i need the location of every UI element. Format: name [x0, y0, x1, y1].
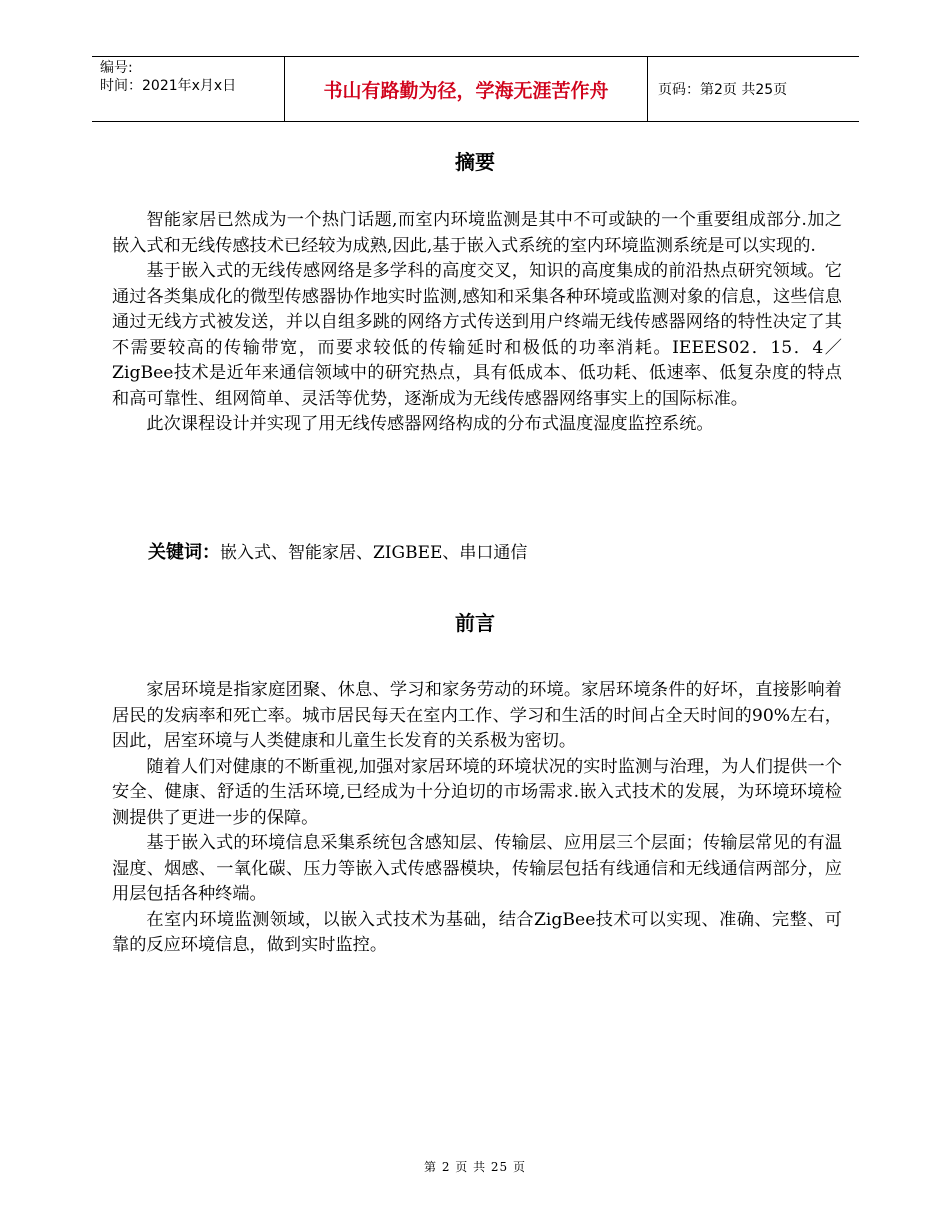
- keywords-line: [148, 538, 527, 564]
- preface-paragraph: 随着人们对健康的不断重视,加强对家居环境的环境状况的实时监测与治理，为人们提供一个安全、健康、舒适的生活环境,已经成为十分迫切的市场需求.嵌入式技术的发展，为环境环境检测提供了更进一步的保障。: [112, 756, 842, 828]
- keywords-value: 嵌入式、智能家居、ZIGBEE、串口通信: [220, 543, 528, 563]
- header-meta: [100, 59, 236, 95]
- preface-paragraph: 在室内环境监测领域，以嵌入式技术为基础，结合ZigBee技术可以实现、准确、完整、可靠的反应环境信息，做到实时监控。: [112, 909, 842, 955]
- header-divider: [647, 57, 648, 121]
- preface-title: 前言: [455, 611, 495, 635]
- page-footer: 第 2 页 共 25 页: [424, 1160, 526, 1174]
- abstract-title: 摘要: [455, 150, 495, 174]
- preface-body: [112, 678, 842, 959]
- page-header: [92, 56, 859, 122]
- preface-paragraph: 家居环境是指家庭团聚、休息、学习和家务劳动的环境。家居环境条件的好坏，直接影响着居民的发病率和死亡率。城市居民每天在室内工作、学习和生活的时间占全天时间的90%左右，因此，居室环境与人类健康和儿童生长发育的关系极为密切。: [112, 680, 842, 751]
- number-label: 编号:: [100, 60, 133, 76]
- preface-paragraph: 基于嵌入式的环境信息采集系统包含感知层、传输层、应用层三个层面；传输层常见的有温湿度、烟感、一氧化碳、压力等嵌入式传感器模块，传输层包括有线通信和无线通信两部分，应用层包括各种终端。: [112, 833, 842, 904]
- abstract-body: [112, 208, 842, 438]
- header-motto: 书山有路勤为径，学海无涯苦作舟: [323, 79, 609, 102]
- abstract-paragraph: 基于嵌入式的无线传感网络是多学科的高度交叉，知识的高度集成的前沿热点研究领域。它通过各类集成化的微型传感器协作地实时监测,感知和采集各种环境或监测对象的信息，这些信息通过无线方式被发送，并以自组多跳的网络方式传送到用户终端无线传感器网络的特性决定了其不需要较高的传输带宽，而要求较低的传输延时和极低的功率消耗。IEEES02．15．4／ZigBee技术是近年来通信领域中的研究热点，具有低成本、低功耗、低速率、低复杂度的特点和高可靠性、组网简单、灵活等优势，逐渐成为无线传感器网络事实上的国际标准。: [112, 261, 842, 409]
- time-label: 时间：2021年x月x日: [100, 78, 237, 94]
- abstract-paragraph: 此次课程设计并实现了用无线传感器网络构成的分布式温度湿度监控系统。: [146, 414, 714, 434]
- header-page-info: 页码：第2页 共25页: [658, 82, 788, 98]
- keywords-label: 关键词：: [148, 542, 220, 563]
- abstract-paragraph: 智能家居已然成为一个热门话题,而室内环境监测是其中不可或缺的一个重要组成部分.加之嵌入式和无线传感技术已经较为成熟,因此,基于嵌入式系统的室内环境监测系统是可以实现的.: [112, 210, 842, 256]
